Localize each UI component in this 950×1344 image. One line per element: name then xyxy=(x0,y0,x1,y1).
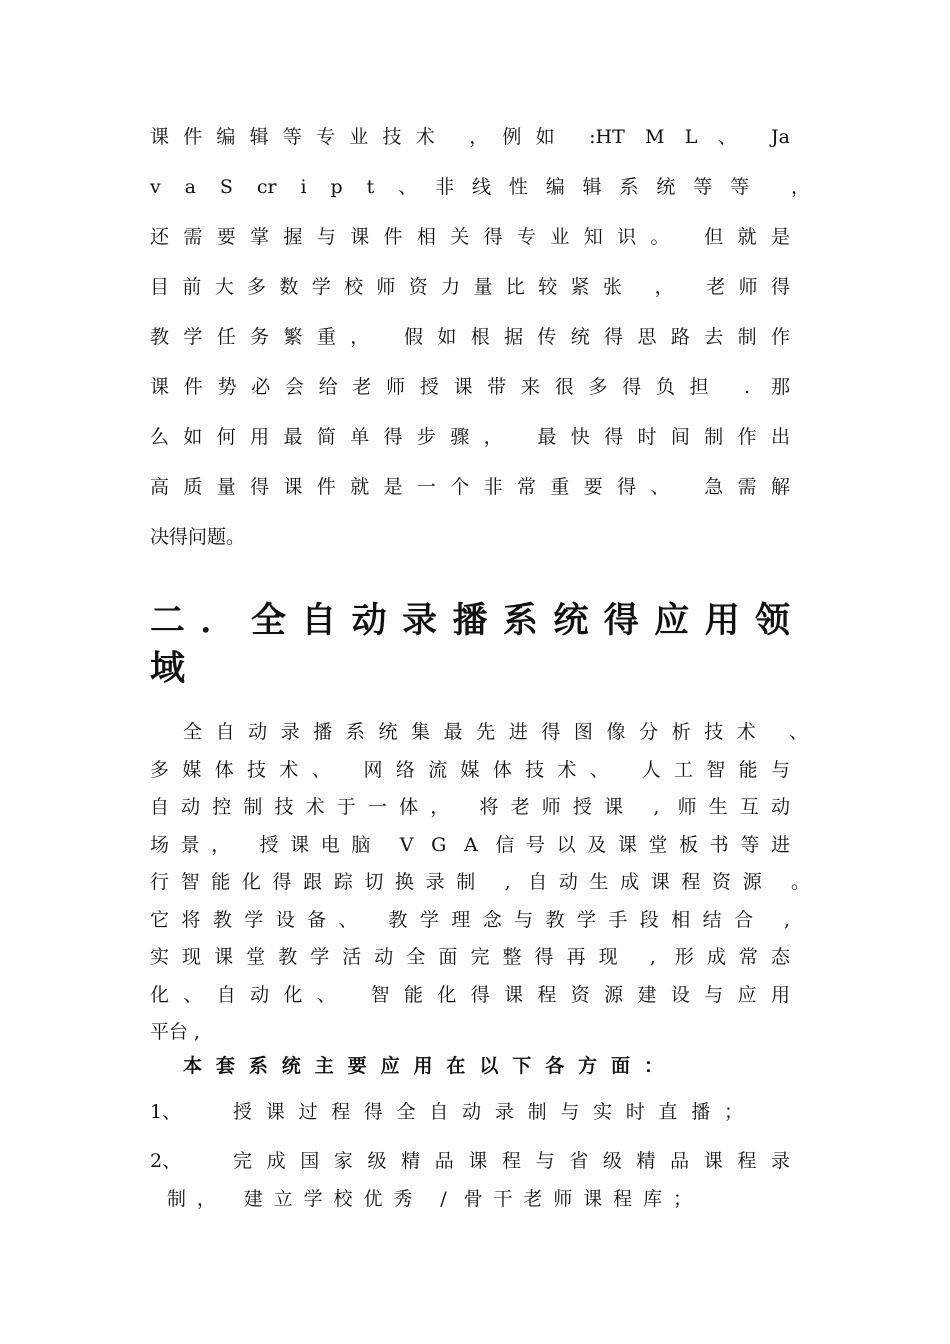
paragraph-line: 化、自动化、 智能化得课程资源建设与应用 xyxy=(150,984,790,1006)
paragraph-line: 行智能化得跟踪切换录制 , 自动生成课程资源 。 xyxy=(150,871,810,893)
paragraph-line: 自动控制技术于一体， 将老师授课 , 师生互动 xyxy=(150,796,790,818)
list-item-number: 1、 xyxy=(150,1101,182,1123)
paragraph-line: 实现课堂教学活动全面完整得再现 , 形成常态 xyxy=(150,946,790,968)
paragraph-line: 教学任务繁重， 假如根据传统得思路去制作 xyxy=(150,326,790,348)
paragraph-line: v a S cr i p t 、非线性编辑系统等等 ， xyxy=(150,176,810,198)
list-item-text: 授课过程得全自动录制与实时直播； xyxy=(233,1101,743,1123)
paragraph-line: 课件势必会给老师授课带来很多得负担 . 那 xyxy=(150,376,790,398)
paragraph-line: 高质量得课件就是一个非常重要得、 急需解 xyxy=(150,476,790,498)
paragraph-line: 还需要掌握与课件相关得专业知识。 但就是 xyxy=(150,226,790,248)
list-item-text: 完成国家级精品课程与省级精品课程录 xyxy=(233,1150,790,1172)
paragraph-line: 么如何用最简单得步骤， 最快得时间制作出 xyxy=(150,426,790,448)
paragraph-line: 平台 , xyxy=(150,1021,201,1043)
paragraph-line: 场景， 授课电脑 V G A 信号以及课堂板书等进 xyxy=(150,834,790,856)
section-heading-continued: 域 xyxy=(150,648,186,689)
paragraph-line: 目前大多数学校师资力量比较紧张 ， 老师得 xyxy=(150,276,790,298)
paragraph-line: 课件编辑等专业技术 ，例如 :HT M L 、 Ja xyxy=(150,126,790,148)
paragraph-line: 决得问题。 xyxy=(150,526,246,548)
paragraph-line: 它将教学设备、 教学理念与教学手段相结合 , xyxy=(150,909,790,931)
paragraph-line: 多媒体技术、 网络流媒体技术、 人工智能与 xyxy=(150,759,790,781)
list-item-text-continued: 制， 建立学校优秀 / 骨干老师课程库； xyxy=(167,1188,692,1210)
list-intro-heading: 本套系统主要应用在以下各方面： xyxy=(183,1055,663,1077)
list-item-number: 2、 xyxy=(150,1150,182,1172)
section-heading: 二．全自动录播系统得应用领 xyxy=(150,600,790,641)
paragraph-line: 全自动录播系统集最先进得图像分析技术 、 xyxy=(183,721,808,743)
